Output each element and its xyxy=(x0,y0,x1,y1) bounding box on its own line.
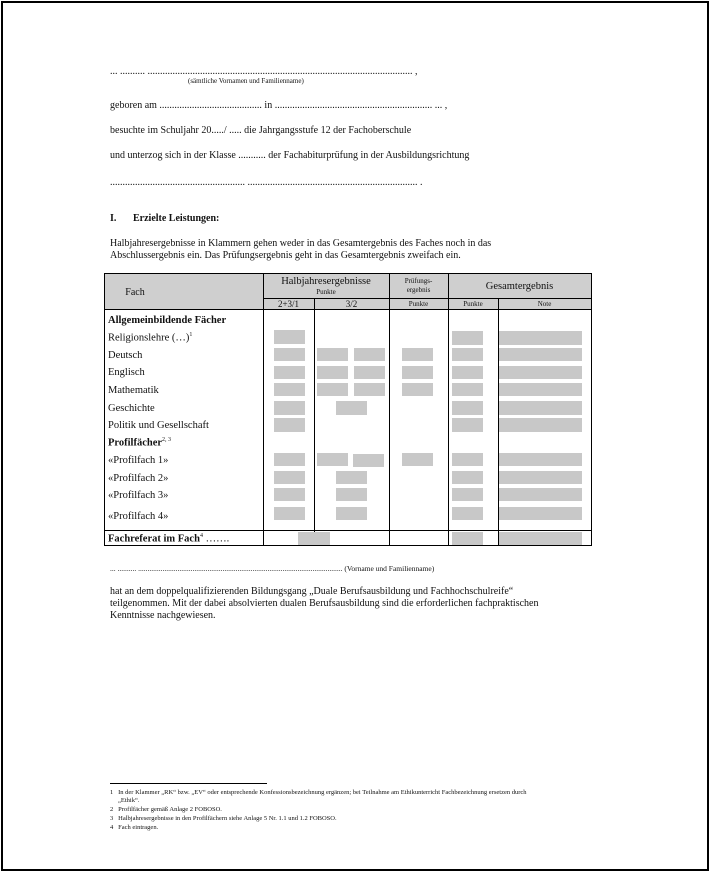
grade-field[interactable] xyxy=(499,453,582,466)
footnote: 2 Profilfächer gemäß Anlage 2 FOBOSO. xyxy=(110,806,222,813)
header-gesamt: Gesamtergebnis xyxy=(485,281,554,292)
closing-text-2: teilgenommen. Mit der dabei absolvierten dualen Berufsausbildung sind die erforderlichen fachpraktischen xyxy=(110,598,539,609)
grade-field[interactable] xyxy=(452,383,483,396)
row-label: «Profilfach 4» xyxy=(108,511,169,522)
grade-field[interactable] xyxy=(317,366,348,379)
row-label: Mathematik xyxy=(108,385,159,396)
grade-field[interactable] xyxy=(317,348,348,361)
grade-field[interactable] xyxy=(499,331,582,345)
grade-field[interactable] xyxy=(354,366,385,379)
grade-field[interactable] xyxy=(354,348,385,361)
grade-field[interactable] xyxy=(452,418,483,432)
grades-table xyxy=(104,273,592,546)
grade-field[interactable] xyxy=(336,471,367,484)
grade-field[interactable] xyxy=(452,488,483,501)
grade-field[interactable] xyxy=(274,401,305,415)
grade-field[interactable] xyxy=(452,532,483,545)
name-line-caption: (sämtliche Vornamen und Familienname) xyxy=(188,77,304,85)
header-pruefung-punkte: Punkte xyxy=(408,300,429,308)
grade-field[interactable] xyxy=(499,418,582,432)
grade-field[interactable] xyxy=(452,453,483,466)
row-label: Englisch xyxy=(108,367,145,378)
header-pruefung-1: Prüfungs- xyxy=(404,277,433,285)
grade-field[interactable] xyxy=(354,383,385,396)
row-label: Politik und Gesellschaft xyxy=(108,420,209,431)
grade-field[interactable] xyxy=(317,453,348,466)
section-title: Erzielte Leistungen: xyxy=(133,213,220,224)
grade-field[interactable] xyxy=(452,401,483,415)
footnote: 3 Halbjahresergebnisse in den Profilfächern siehe Anlage 5 Nr. 1.1 und 1.2 FOBOSO. xyxy=(110,815,337,822)
grade-field[interactable] xyxy=(274,488,305,501)
grade-field[interactable] xyxy=(402,383,433,396)
intro-text-2: Abschlussergebnis ein. Das Prüfungsergebnis geht in das Gesamtergebnis zweifach ein. xyxy=(110,250,461,261)
grade-field[interactable] xyxy=(298,532,330,545)
closing-text-1: hat an dem doppelqualifizierenden Bildungsgang „Duale Berufsausbildung und Fachhochschulreife“ xyxy=(110,586,514,597)
exam-line: und unterzog sich in der Klasse ........... der Fachabiturprüfung in der Ausbildungsrichtung xyxy=(110,150,470,161)
grade-field[interactable] xyxy=(336,488,367,501)
row-label: Religionslehre (…)$^1$ xyxy=(108,332,193,344)
name-line-2: ... .......... ............................................................................................................. (Vorname und Familienname) xyxy=(110,564,435,573)
grade-field[interactable] xyxy=(274,507,305,520)
header-halbjahr-punkte: Punkte xyxy=(316,288,336,296)
footnote: „Ethik“. xyxy=(118,797,140,804)
footnote: 1 In der Klammer „RK“ bzw. „EV“ oder entsprechende Konfessionsbezeichnung ergänzen; bei Teilnahme am Ethikunterricht Fachbezeichnung ersetzen durch xyxy=(110,789,527,796)
grade-field[interactable] xyxy=(452,507,483,520)
grade-field[interactable] xyxy=(499,471,582,484)
grade-field[interactable] xyxy=(353,454,384,467)
grade-field[interactable] xyxy=(402,453,433,466)
grade-field[interactable] xyxy=(452,348,483,361)
closing-text-3: Kenntnisse nachgewiesen. xyxy=(110,610,216,621)
footnote: 4 Fach eintragen. xyxy=(110,824,159,831)
grade-field[interactable] xyxy=(274,330,305,344)
header-gesamt-punkte: Punkte xyxy=(463,300,483,308)
grade-field[interactable] xyxy=(274,366,305,379)
direction-line: ...................................................... .................................................................... . xyxy=(110,177,423,188)
section-number: I. xyxy=(110,213,117,224)
intro-text-1: Halbjahresergebnisse in Klammern gehen weder in das Gesamtergebnis des Faches noch in das xyxy=(110,238,492,249)
row-label: «Profilfach 2» xyxy=(108,473,169,484)
grade-field[interactable] xyxy=(452,331,483,345)
footnote-divider xyxy=(110,783,267,784)
grade-field[interactable] xyxy=(452,471,483,484)
row-label: Profilfächer$^{2, 3}$ xyxy=(108,437,172,449)
header-fach: Fach xyxy=(125,287,145,298)
grade-field[interactable] xyxy=(499,488,582,501)
header-pruefung-2: ergebnis xyxy=(406,286,431,294)
grade-field[interactable] xyxy=(274,453,305,466)
header-halbjahr-a: 2+3/1 xyxy=(277,299,300,309)
grade-field[interactable] xyxy=(317,383,348,396)
grade-field[interactable] xyxy=(499,383,582,396)
birth-line: geboren am ......................................... in ............................................................... ... , xyxy=(110,100,448,111)
header-halbjahr: Halbjahresergebnisse xyxy=(281,276,371,287)
grade-field[interactable] xyxy=(499,532,582,545)
grade-field[interactable] xyxy=(336,507,367,520)
grade-field[interactable] xyxy=(274,471,305,484)
school-year-line: besuchte im Schuljahr 20...../ ..... die Jahrgangsstufe 12 der Fachoberschule xyxy=(110,125,412,136)
row-label: Deutsch xyxy=(108,350,143,361)
row-label: «Profilfach 3» xyxy=(108,490,169,501)
header-halbjahr-b: 3/2 xyxy=(345,299,358,309)
row-label: Fachreferat im Fach$^4$ ……. xyxy=(108,533,230,545)
grade-field[interactable] xyxy=(452,366,483,379)
grade-field[interactable] xyxy=(274,383,305,396)
grade-field[interactable] xyxy=(336,401,367,415)
grade-field[interactable] xyxy=(274,348,305,361)
header-gesamt-note: Note xyxy=(537,300,552,308)
row-label: «Profilfach 1» xyxy=(108,455,169,466)
row-label: Allgemeinbildende Fächer xyxy=(108,315,227,326)
grade-field[interactable] xyxy=(499,507,582,520)
grade-field[interactable] xyxy=(499,401,582,415)
name-line: ... .......... .......................................................................................................... , xyxy=(110,66,418,77)
grade-field[interactable] xyxy=(499,348,582,361)
grade-field[interactable] xyxy=(402,348,433,361)
grade-field[interactable] xyxy=(402,366,433,379)
grade-field[interactable] xyxy=(499,366,582,379)
row-label: Geschichte xyxy=(108,403,155,414)
grade-field[interactable] xyxy=(274,418,305,432)
